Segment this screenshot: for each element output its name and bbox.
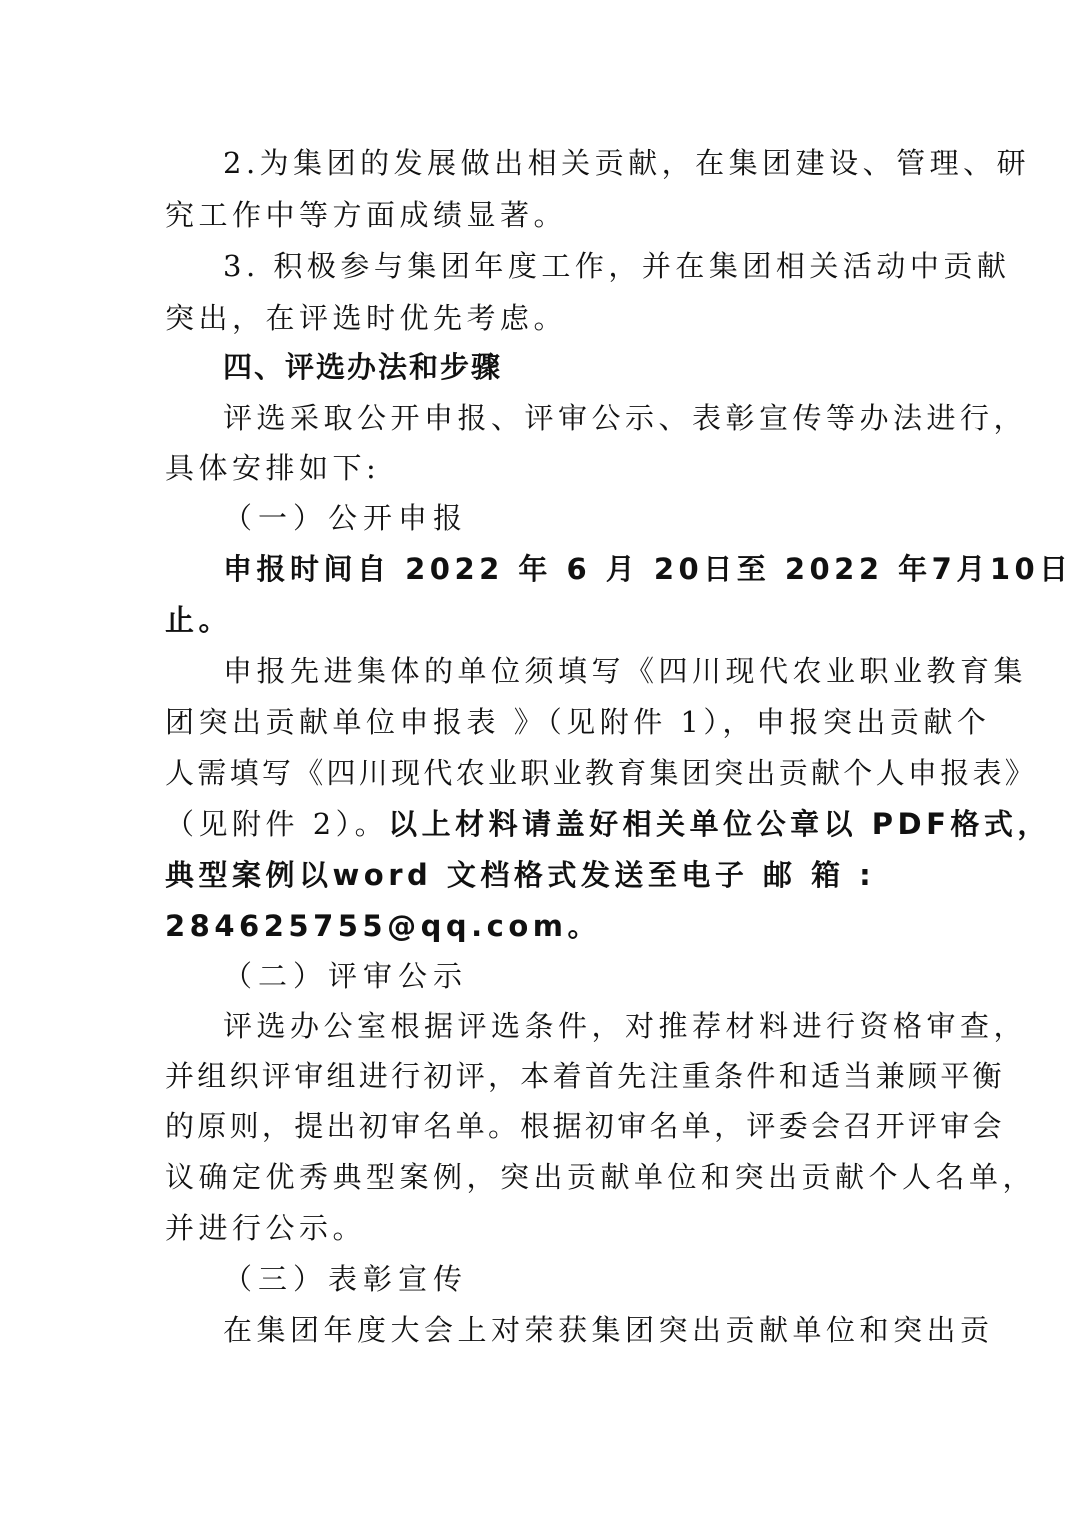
application-period-line-1: 申报时间自 2022 年 6 月 20日至 2022 年7月10日 [223, 552, 1073, 586]
attachment-2-note: （见附件 2）。 [165, 807, 389, 841]
review-line-4: 议确定优秀典型案例，突出贡献单位和突出贡献个人名单， [165, 1160, 1037, 1194]
review-line-2: 并组织评审组进行初评，本着首先注重条件和适当兼顾平衡 [165, 1059, 1005, 1093]
subsection-public-application: （一）公开申报 [223, 501, 469, 535]
method-intro-line-1: 评选采取公开申报、评审公示、表彰宣传等办法进行， [223, 401, 1028, 435]
submission-email-label: 典型案例以word 文档格式发送至电子 邮 箱 : [165, 858, 876, 892]
criteria-2-line-1: 2.为集团的发展做出相关贡献，在集团建设、管理、研 [223, 146, 1031, 180]
commendation-line-1: 在集团年度大会上对荣获集团突出贡献单位和突出贡 [223, 1313, 994, 1347]
application-form-line-3: 人需填写《四川现代农业职业教育集团突出贡献个人申报表》 [165, 756, 1038, 790]
application-form-line-1: 申报先进集体的单位须填写《四川现代农业职业教育集 [223, 654, 1028, 688]
submission-instruction: 以上材料请盖好相关单位公章以 PDF格式， [388, 807, 1051, 841]
section-heading-4: 四、评选办法和步骤 [223, 350, 503, 384]
review-line-5: 并进行公示。 [165, 1211, 367, 1245]
application-form-line-4 [165, 804, 1051, 844]
submission-email-address: 284625755@qq.com。 [165, 909, 601, 943]
subsection-commendation: （三）表彰宣传 [223, 1262, 469, 1296]
application-period-line-2: 止。 [165, 603, 233, 637]
criteria-2-line-2: 究工作中等方面成绩显著。 [165, 198, 568, 232]
method-intro-line-2: 具体安排如下: [165, 451, 381, 485]
review-line-3: 的原则，提出初审名单。根据初审名单，评委会召开评审会 [165, 1109, 1005, 1143]
application-form-line-2: 团突出贡献单位申报表 》（见附件 1），申报突出贡献个 [165, 705, 991, 739]
criteria-3-line-1: 3. 积极参与集团年度工作，并在集团相关活动中贡献 [223, 249, 1011, 283]
subsection-review-publicity: （二）评审公示 [223, 959, 469, 993]
review-line-1: 评选办公室根据评选条件，对推荐材料进行资格审查， [223, 1009, 1028, 1043]
criteria-3-line-2: 突出，在评选时优先考虑。 [165, 301, 568, 335]
